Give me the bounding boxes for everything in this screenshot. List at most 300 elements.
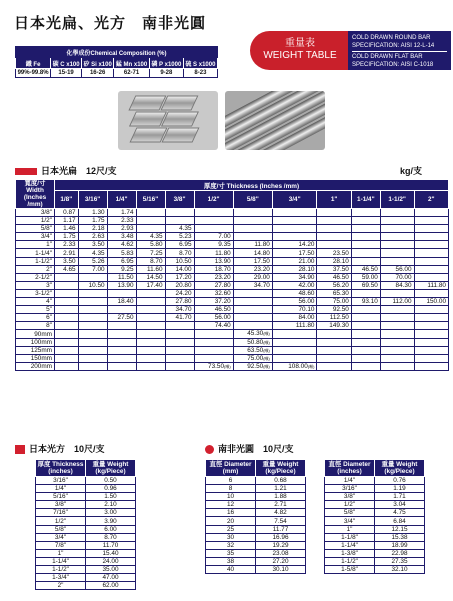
table-row	[36, 533, 136, 541]
weight-cell	[107, 298, 136, 306]
weight-cell	[380, 209, 414, 217]
round-weight-cell: 1.19	[375, 485, 425, 493]
round-diameter-cell: 1"	[325, 525, 375, 533]
square-thickness-cell: 1/2"	[36, 517, 86, 525]
table-row	[36, 485, 136, 493]
round-weight-cell: 15.38	[375, 533, 425, 541]
weight-cell	[414, 346, 448, 354]
round-diameter-cell: 40	[206, 566, 256, 574]
table-row	[36, 517, 136, 525]
banner-title-en: WEIGHT TABLE	[263, 50, 337, 61]
weight-cell	[351, 298, 380, 306]
weight-value: 149.30	[329, 322, 349, 330]
weight-cell	[165, 306, 194, 314]
weight-cell	[165, 265, 194, 273]
square-weight-cell: 6.00	[86, 525, 136, 533]
weight-value: 9.25	[121, 265, 134, 273]
round-weight-cell: 0.68	[256, 477, 306, 485]
round-diameter-cell: 16	[206, 509, 256, 517]
weight-cell	[272, 225, 317, 233]
weight-value: 70.10	[298, 306, 315, 314]
weight-cell	[55, 273, 79, 281]
weight-value: 46.50	[361, 265, 378, 273]
weight-cell	[107, 233, 136, 241]
weight-cell	[136, 265, 165, 273]
table-row	[206, 517, 306, 525]
weight-cell	[233, 241, 272, 249]
weight-cell	[136, 209, 165, 217]
weight-cell	[78, 265, 107, 273]
round-diameter-cell: 1-1/2"	[325, 557, 375, 565]
weight-cell	[165, 289, 194, 297]
weight-cell	[351, 338, 380, 346]
round-bar-inch-body	[325, 477, 425, 574]
weight-value: 46.50	[332, 273, 349, 281]
weight-cell	[414, 314, 448, 322]
width-cell: 2"	[16, 265, 55, 273]
weight-cell	[317, 354, 351, 362]
table-row	[36, 501, 136, 509]
weight-value: 14.80	[253, 249, 270, 257]
table-row	[325, 541, 425, 549]
composition-header-cell: 磷 P x1000	[149, 58, 183, 69]
weight-value: 7.00	[218, 233, 231, 241]
weight-cell	[272, 233, 317, 241]
weight-cell	[272, 289, 317, 297]
weight-cell	[107, 330, 136, 338]
weight-value: 75.00	[332, 298, 349, 306]
weight-cell	[78, 306, 107, 314]
weight-cell	[136, 289, 165, 297]
weight-value: 56.00	[298, 298, 315, 306]
weight-cell	[194, 209, 233, 217]
weight-cell	[55, 257, 79, 265]
composition-header-cell: 硫 S x1000	[183, 58, 217, 69]
weight-cell	[272, 257, 317, 265]
weight-cell	[194, 273, 233, 281]
weight-table-banner	[250, 31, 450, 70]
weight-value: 75.00	[247, 355, 264, 363]
weight-value: 5.83	[121, 249, 134, 257]
weight-cell	[351, 265, 380, 273]
weight-cell	[380, 249, 414, 257]
table-row	[36, 574, 136, 582]
table-row	[206, 533, 306, 541]
table-row	[36, 582, 136, 590]
thickness-col-header: 1-1/2"	[380, 191, 414, 209]
weight-cell	[317, 265, 351, 273]
spec-flat-line1: COLD DRAWN FLAT BAR	[352, 54, 423, 60]
weight-value: 3.48	[121, 233, 134, 241]
weight-cell	[78, 225, 107, 233]
weight-cell	[55, 289, 79, 297]
weight-value: 18.40	[117, 298, 134, 306]
weight-cell	[272, 265, 317, 273]
table-row	[36, 493, 136, 501]
ton-mark: (噸)	[307, 364, 315, 370]
flat-bar-weight-table	[15, 179, 449, 371]
square-thickness-cell: 3/4"	[36, 533, 86, 541]
weight-cell	[351, 217, 380, 225]
round-bar-mm-table	[205, 459, 306, 574]
weight-cell	[194, 289, 233, 297]
weight-value: 32.60	[214, 289, 231, 297]
width-cell: 3-1/2"	[16, 289, 55, 297]
square-bar-weight-table	[35, 459, 136, 590]
weight-cell	[272, 354, 317, 362]
weight-value: 111.80	[295, 322, 315, 330]
weight-cell	[272, 346, 317, 354]
weight-cell	[233, 273, 272, 281]
weight-cell	[107, 363, 136, 371]
square-thickness-cell: 5/16"	[36, 493, 86, 501]
round-weight-cell: 32.10	[375, 566, 425, 574]
table-row	[16, 363, 449, 371]
table-row	[36, 549, 136, 557]
weight-value: 13.90	[214, 257, 231, 265]
weight-cell	[194, 363, 233, 371]
red-marker-icon	[15, 445, 25, 454]
weight-cell	[194, 330, 233, 338]
composition-value-cell: 16-26	[82, 69, 114, 78]
weight-cell	[165, 298, 194, 306]
square-bar-heading	[15, 442, 105, 455]
weight-cell	[317, 281, 351, 289]
weight-value: 2.18	[92, 225, 105, 233]
weight-cell	[55, 298, 79, 306]
weight-cell	[351, 281, 380, 289]
table-row	[206, 501, 306, 509]
width-cell: 1/2"	[16, 217, 55, 225]
weight-cell	[380, 363, 414, 371]
weight-cell	[194, 265, 233, 273]
weight-value: 2.63	[92, 233, 105, 241]
round-diameter-cell: 12	[206, 501, 256, 509]
square-weight-cell: 62.00	[86, 582, 136, 590]
thickness-col-header: 1/4"	[107, 191, 136, 209]
square-thickness-cell: 3/8"	[36, 501, 86, 509]
round-diameter-mm-header: 直徑 Diameter (mm)	[206, 460, 256, 477]
weight-cell	[317, 338, 351, 346]
square-weight-cell: 1.50	[86, 493, 136, 501]
weight-cell	[107, 217, 136, 225]
weight-value: 28.10	[332, 257, 349, 265]
thickness-col-header: 3/8"	[165, 191, 194, 209]
weight-cell	[351, 289, 380, 297]
weight-cell	[78, 249, 107, 257]
weight-value: 9.35	[218, 241, 231, 249]
round-weight-cell: 11.77	[256, 525, 306, 533]
round-weight-cell: 7.54	[256, 517, 306, 525]
weight-value: 23.20	[214, 273, 231, 281]
weight-value: 42.00	[298, 281, 315, 289]
weight-value: 24.20	[175, 289, 192, 297]
round-weight-cell: 1.71	[375, 493, 425, 501]
weight-value: 93.10	[361, 298, 378, 306]
weight-value: 112.00	[392, 298, 412, 306]
weight-cell	[317, 346, 351, 354]
weight-value: 28.10	[298, 265, 315, 273]
table-row	[36, 541, 136, 549]
weight-cell	[380, 314, 414, 322]
table-row	[16, 354, 449, 362]
weight-value: 50.80	[247, 338, 264, 346]
width-cell: 3/8"	[16, 209, 55, 217]
weight-cell	[55, 217, 79, 225]
weight-cell	[194, 298, 233, 306]
weight-value: 59.00	[361, 273, 378, 281]
weight-cell	[233, 354, 272, 362]
weight-cell	[165, 233, 194, 241]
weight-cell	[380, 281, 414, 289]
weight-value: 17.40	[146, 281, 163, 289]
square-weight-cell: 3.90	[86, 517, 136, 525]
weight-cell	[78, 322, 107, 330]
weight-cell	[78, 314, 107, 322]
round-diameter-cell: 5/8"	[325, 509, 375, 517]
weight-value: 7.00	[92, 265, 105, 273]
table-row	[325, 501, 425, 509]
weight-value: 27.80	[214, 281, 231, 289]
flat-bar-heading-text: 日本光扁 12尺/支	[41, 166, 117, 176]
weight-cell	[233, 322, 272, 330]
round-weight-mm-header: 重量 Weight (kg/Piece)	[256, 460, 306, 477]
weight-value: 34.90	[298, 273, 315, 281]
table-row	[16, 306, 449, 314]
weight-value: 23.20	[253, 265, 270, 273]
ton-mark: (噸)	[263, 347, 270, 353]
weight-cell	[317, 233, 351, 241]
table-row	[206, 493, 306, 501]
table-row	[325, 517, 425, 525]
weight-value: 8.70	[150, 257, 163, 265]
square-thickness-cell: 1-1/4"	[36, 557, 86, 565]
width-cell: 2-1/2"	[16, 273, 55, 281]
round-bar-heading-text: 南非光圓 10尺/支	[218, 444, 294, 454]
weight-cell	[165, 209, 194, 217]
round-diameter-cell: 3/8"	[325, 493, 375, 501]
weight-cell	[317, 298, 351, 306]
weight-value: 48.60	[298, 289, 315, 297]
weight-cell	[272, 281, 317, 289]
weight-cell	[272, 217, 317, 225]
thickness-col-header: 5/8"	[233, 191, 272, 209]
flat-bar-heading	[15, 164, 117, 177]
weight-cell	[107, 346, 136, 354]
weight-cell	[78, 289, 107, 297]
width-cell: 125mm	[16, 346, 55, 354]
weight-cell	[233, 217, 272, 225]
round-diameter-cell: 32	[206, 541, 256, 549]
composition-header-cell: 碳 C x100	[51, 58, 82, 69]
round-diameter-cell: 30	[206, 533, 256, 541]
flat-bar-photo	[118, 91, 218, 150]
round-weight-cell: 22.98	[375, 549, 425, 557]
weight-value: 2.93	[121, 225, 134, 233]
table-row	[16, 225, 449, 233]
table-row	[36, 477, 136, 485]
weight-value: 1.17	[63, 217, 76, 225]
weight-cell	[165, 338, 194, 346]
weight-cell	[55, 241, 79, 249]
weight-value: 1.74	[121, 209, 134, 217]
weight-cell	[107, 314, 136, 322]
weight-value: 34.70	[253, 281, 270, 289]
spec-round-bar	[352, 34, 447, 52]
square-thickness-cell: 7/16"	[36, 509, 86, 517]
weight-value: 17.50	[298, 249, 315, 257]
table-row	[16, 314, 449, 322]
page-title: 日本光扁、光方 南非光圓	[14, 15, 207, 32]
weight-value: 20.80	[175, 281, 192, 289]
weight-cell	[351, 306, 380, 314]
weight-cell	[78, 209, 107, 217]
weight-cell	[233, 257, 272, 265]
weight-cell	[136, 330, 165, 338]
weight-cell	[165, 217, 194, 225]
weight-value: 11.80	[215, 249, 231, 257]
width-cell: 200mm	[16, 363, 55, 371]
weight-cell	[414, 217, 448, 225]
weight-value: 84.30	[395, 281, 412, 289]
square-thickness-cell: 2"	[36, 582, 86, 590]
composition-value-row	[16, 69, 218, 78]
thickness-col-header: 1/2"	[194, 191, 233, 209]
weight-cell	[351, 314, 380, 322]
square-thickness-cell: 7/8"	[36, 541, 86, 549]
round-weight-cell: 3.04	[375, 501, 425, 509]
weight-value: 70.00	[395, 273, 412, 281]
weight-cell	[194, 217, 233, 225]
composition-header-cell: 錳 Mn x100	[114, 58, 150, 69]
weight-cell	[380, 298, 414, 306]
table-row	[36, 557, 136, 565]
weight-cell	[380, 225, 414, 233]
weight-cell	[136, 338, 165, 346]
table-row	[16, 249, 449, 257]
weight-value: 37.20	[214, 298, 231, 306]
weight-cell	[351, 249, 380, 257]
weight-cell	[233, 265, 272, 273]
width-header: 寬度/寸 Width (Inches /mm)	[16, 180, 55, 209]
round-diameter-cell: 1/4"	[325, 477, 375, 485]
weight-value: 56.20	[332, 281, 349, 289]
weight-value: 65.30	[332, 289, 349, 297]
table-row	[206, 525, 306, 533]
round-weight-cell: 1.88	[256, 493, 306, 501]
table-row	[16, 233, 449, 241]
square-bar-heading-text: 日本光方 10尺/支	[29, 444, 105, 454]
weight-cell	[136, 233, 165, 241]
weight-cell	[317, 241, 351, 249]
thickness-col-header: 2"	[414, 191, 448, 209]
weight-cell	[136, 273, 165, 281]
square-weight-header: 重量 Weight (kg/Piece)	[86, 460, 136, 477]
flat-bar-table-body	[16, 209, 449, 371]
square-weight-cell: 8.70	[86, 533, 136, 541]
composition-header-cell: 鐵 Fe	[16, 58, 51, 69]
weight-cell	[317, 363, 351, 371]
weight-cell	[414, 249, 448, 257]
table-row	[16, 338, 449, 346]
weight-cell	[194, 306, 233, 314]
round-diameter-cell: 1-5/8"	[325, 566, 375, 574]
weight-cell	[78, 338, 107, 346]
ton-mark: (噸)	[263, 331, 270, 337]
weight-value: 34.70	[175, 306, 192, 314]
width-cell: 8"	[16, 322, 55, 330]
weight-value: 73.50	[208, 363, 225, 371]
round-weight-cell: 0.76	[375, 477, 425, 485]
weight-value: 21.00	[298, 257, 315, 265]
table-row	[206, 509, 306, 517]
round-weight-cell: 19.29	[256, 541, 306, 549]
weight-cell	[317, 209, 351, 217]
weight-value: 4.35	[179, 225, 192, 233]
weight-cell	[272, 298, 317, 306]
weight-cell	[380, 322, 414, 330]
weight-cell	[414, 233, 448, 241]
square-thickness-header: 厚度 Thickness (inches)	[36, 460, 86, 477]
weight-value: 14.50	[146, 273, 163, 281]
square-thickness-cell: 5/8"	[36, 525, 86, 533]
composition-header-row	[16, 58, 218, 69]
weight-cell	[233, 209, 272, 217]
weight-cell	[414, 273, 448, 281]
weight-cell	[107, 273, 136, 281]
weight-cell	[136, 217, 165, 225]
weight-cell	[414, 281, 448, 289]
weight-cell	[272, 273, 317, 281]
weight-value: 29.00	[253, 273, 270, 281]
weight-value: 3.50	[92, 241, 105, 249]
weight-cell	[165, 354, 194, 362]
weight-cell	[194, 241, 233, 249]
weight-cell	[233, 346, 272, 354]
weight-cell	[55, 354, 79, 362]
weight-value: 111.80	[427, 281, 446, 289]
round-diameter-cell: 6	[206, 477, 256, 485]
table-row	[206, 485, 306, 493]
table-row	[325, 566, 425, 574]
weight-cell	[272, 330, 317, 338]
width-cell: 6"	[16, 314, 55, 322]
table-row	[16, 209, 449, 217]
weight-value: 10.50	[175, 257, 192, 265]
weight-cell	[317, 314, 351, 322]
width-cell: 1"	[16, 241, 55, 249]
square-thickness-cell: 1-1/2"	[36, 566, 86, 574]
round-diameter-cell: 1/2"	[325, 501, 375, 509]
square-weight-cell: 47.00	[86, 574, 136, 582]
weight-value: 27.50	[117, 314, 134, 322]
composition-value-cell: 99%-99.8%	[16, 69, 51, 78]
width-cell: 3"	[16, 281, 55, 289]
banner-spec-block	[348, 31, 451, 70]
weight-value: 18.70	[214, 265, 231, 273]
weight-cell	[107, 281, 136, 289]
weight-value: 2.91	[63, 249, 76, 257]
weight-value: 56.00	[395, 265, 412, 273]
weight-cell	[165, 363, 194, 371]
weight-cell	[165, 257, 194, 265]
table-row	[325, 477, 425, 485]
weight-cell	[78, 363, 107, 371]
weight-cell	[107, 249, 136, 257]
weight-value: 2.33	[121, 217, 134, 225]
weight-value: 150.00	[426, 298, 446, 306]
weight-cell	[136, 363, 165, 371]
